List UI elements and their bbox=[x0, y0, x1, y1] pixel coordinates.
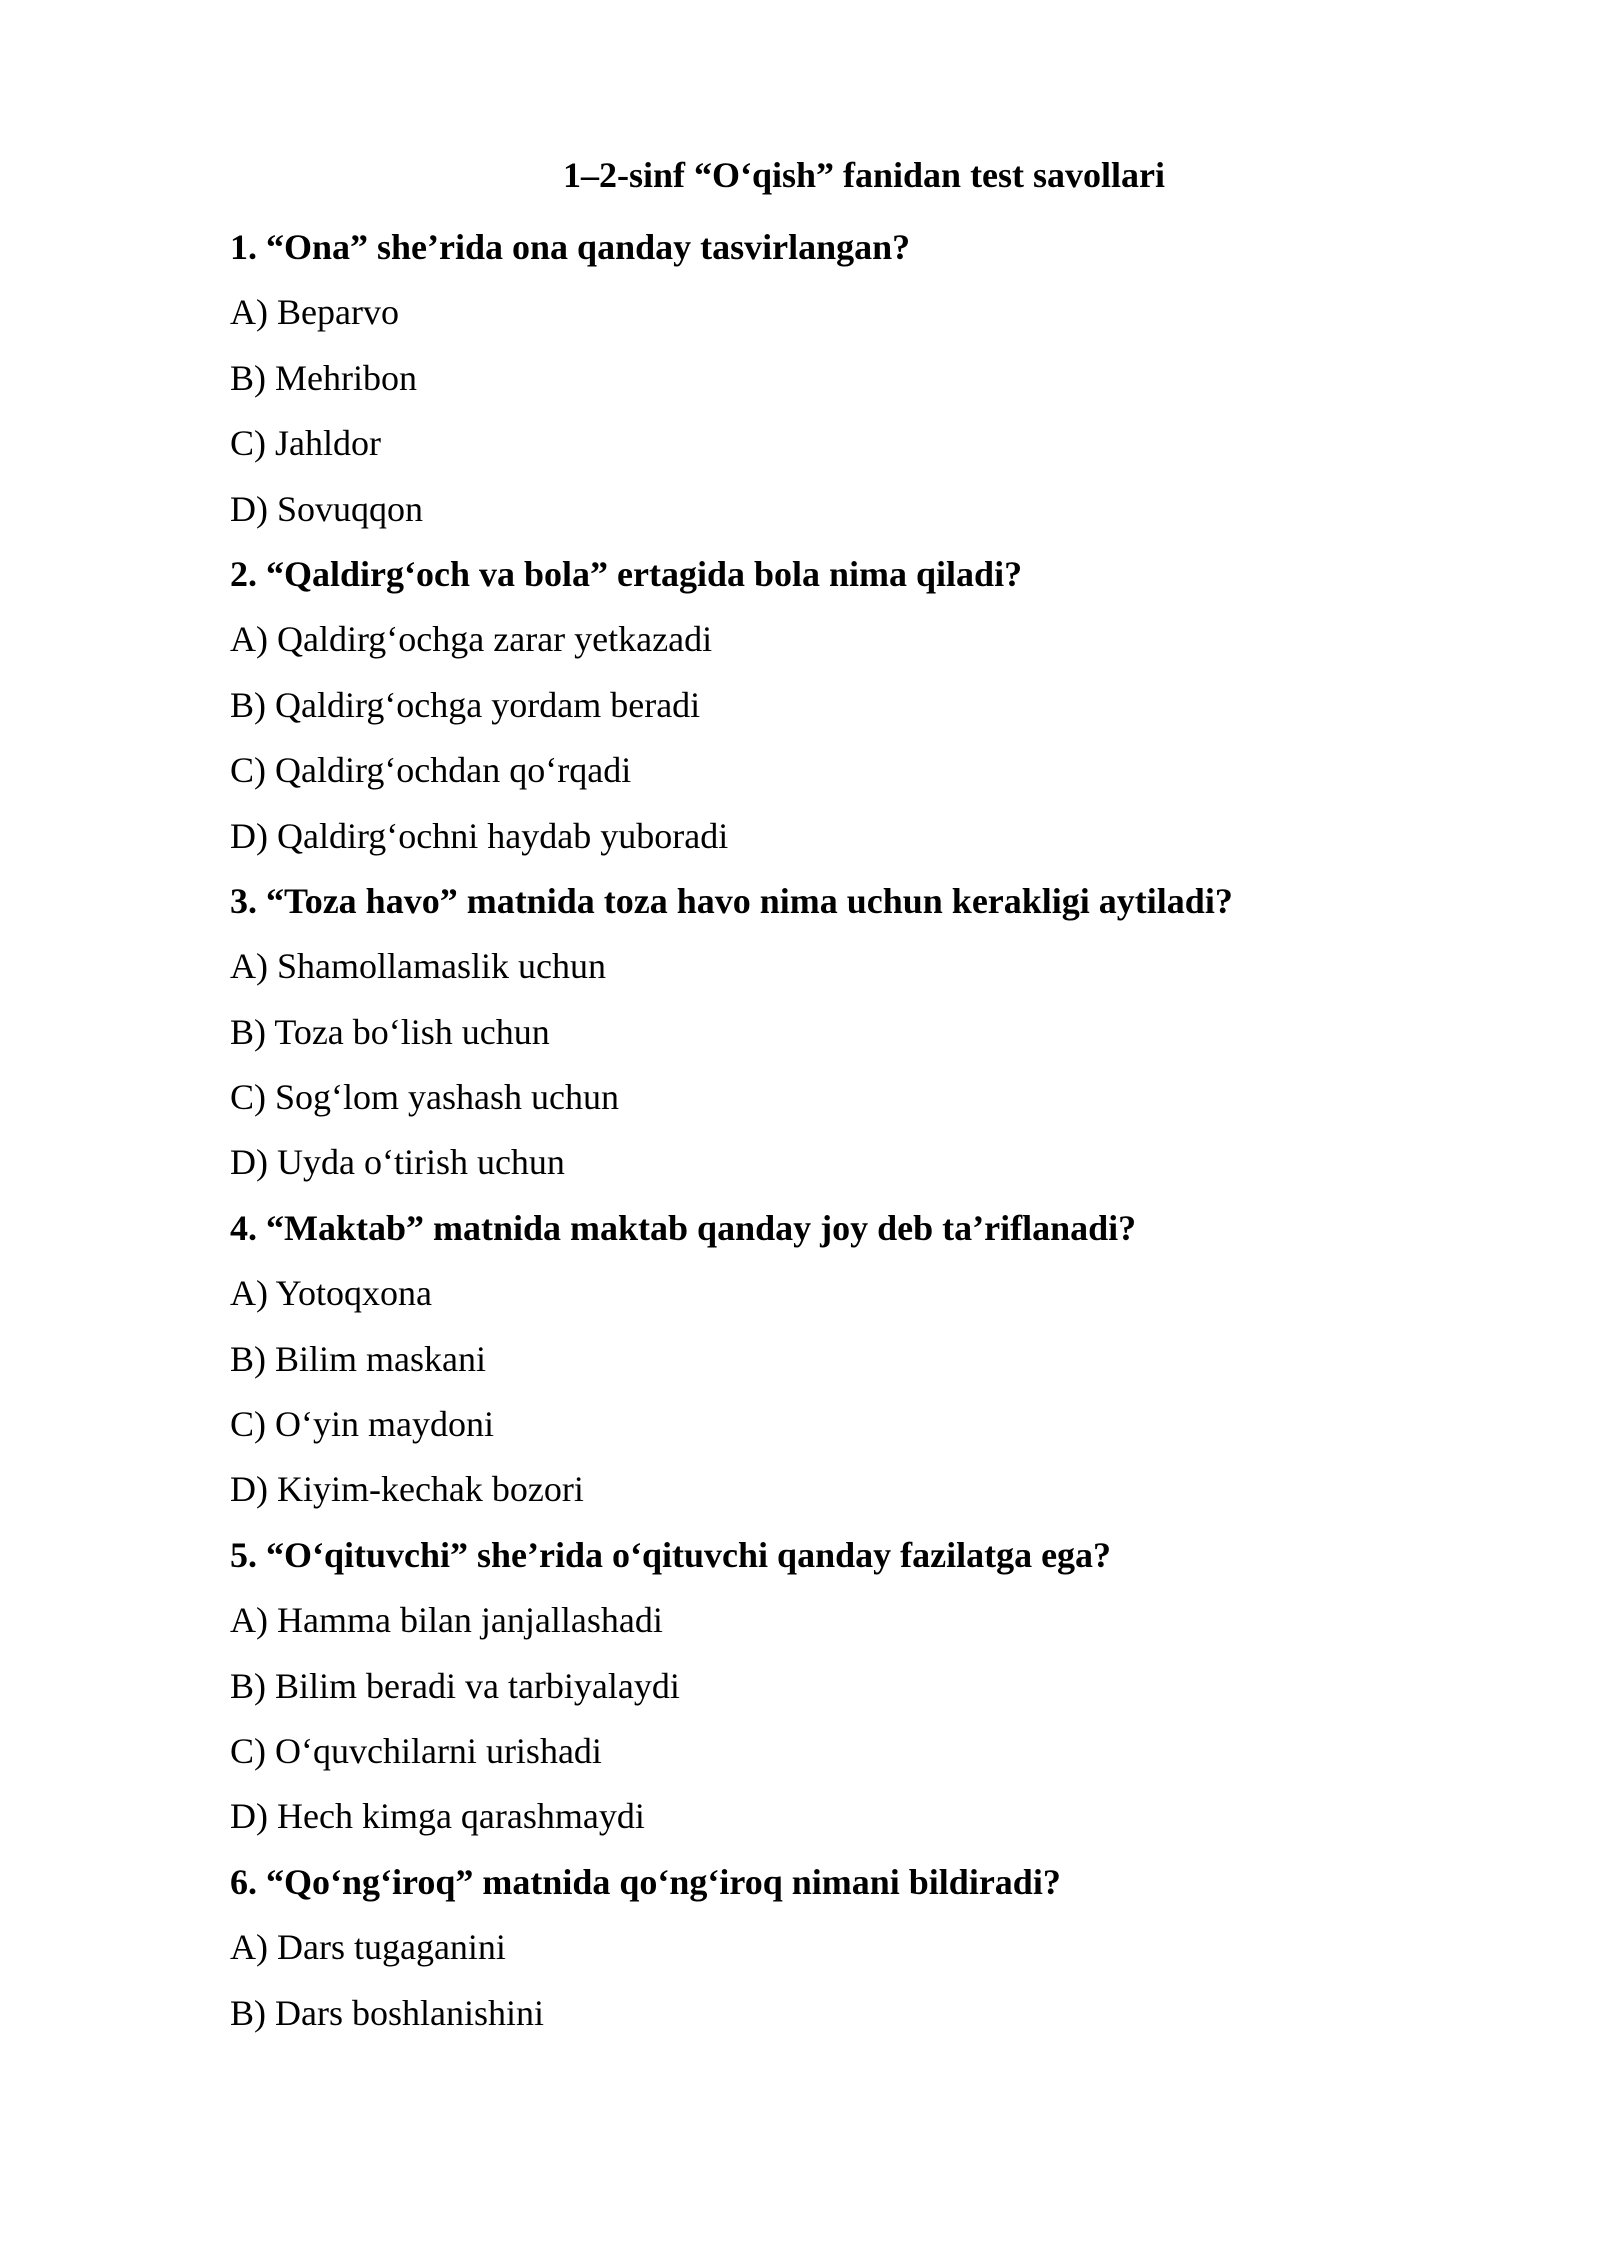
answer-option-a: A) Yotoqxona bbox=[230, 1273, 433, 1314]
document-title: 1–2-sinf “O‘qish” fanidan test savollari bbox=[562, 155, 1166, 195]
question-5 bbox=[230, 1523, 1430, 1850]
answer-option-a: A) Shamollamaslik uchun bbox=[230, 946, 606, 987]
question-2 bbox=[230, 542, 1430, 869]
question-3 bbox=[230, 869, 1430, 1196]
question-text: 5. “O‘qituvchi” she’rida o‘qituvchi qanday fazilatga ega? bbox=[230, 1534, 1112, 1575]
question-text: 4. “Maktab” matnida maktab qanday joy deb ta’riflanadi? bbox=[230, 1207, 1137, 1248]
answer-option-d: D) Uyda o‘tirish uchun bbox=[230, 1142, 565, 1183]
answer-option-d: D) Hech kimga qarashmaydi bbox=[230, 1796, 645, 1837]
answer-option-c: C) O‘yin maydoni bbox=[230, 1404, 494, 1445]
question-text: 3. “Toza havo” matnida toza havo nima uchun kerakligi aytiladi? bbox=[230, 880, 1233, 921]
question-list bbox=[230, 215, 1430, 2046]
question-text: 6. “Qo‘ng‘iroq” matnida qo‘ng‘iroq nimani bildiradi? bbox=[230, 1861, 1061, 1902]
answer-option-d: D) Sovuqqon bbox=[230, 488, 424, 529]
question-1 bbox=[230, 215, 1430, 542]
answer-option-c: C) Qaldirg‘ochdan qo‘rqadi bbox=[230, 750, 632, 791]
answer-option-b: B) Qaldirg‘ochga yordam beradi bbox=[230, 684, 701, 725]
answer-option-b: B) Toza bo‘lish uchun bbox=[230, 1011, 550, 1052]
answer-option-b: B) Mehribon bbox=[230, 357, 417, 398]
answer-option-c: C) Sog‘lom yashash uchun bbox=[230, 1077, 619, 1118]
answer-option-a: A) Beparvo bbox=[230, 292, 399, 333]
answer-option-c: C) Jahldor bbox=[230, 423, 381, 464]
question-6 bbox=[230, 1850, 1430, 2046]
answer-option-b: B) Bilim beradi va tarbiyalaydi bbox=[230, 1665, 680, 1706]
answer-option-d: D) Qaldirg‘ochni haydab yuboradi bbox=[230, 815, 729, 856]
answer-option-d: D) Kiyim-kechak bozori bbox=[230, 1469, 584, 1510]
answer-option-c: C) O‘quvchilarni urishadi bbox=[230, 1730, 602, 1771]
answer-option-a: A) Qaldirg‘ochga zarar yetkazadi bbox=[230, 619, 713, 660]
answer-option-b: B) Bilim maskani bbox=[230, 1338, 486, 1379]
answer-option-b: B) Dars boshlanishini bbox=[230, 1992, 544, 2033]
question-text: 1. “Ona” she’rida ona qanday tasvirlangan? bbox=[230, 227, 911, 267]
question-text: 2. “Qaldirg‘och va bola” ertagida bola nima qiladi? bbox=[230, 553, 1023, 594]
answer-option-a: A) Dars tugaganini bbox=[230, 1927, 506, 1968]
question-4 bbox=[230, 1196, 1430, 1523]
answer-option-a: A) Hamma bilan janjallashadi bbox=[230, 1600, 663, 1641]
